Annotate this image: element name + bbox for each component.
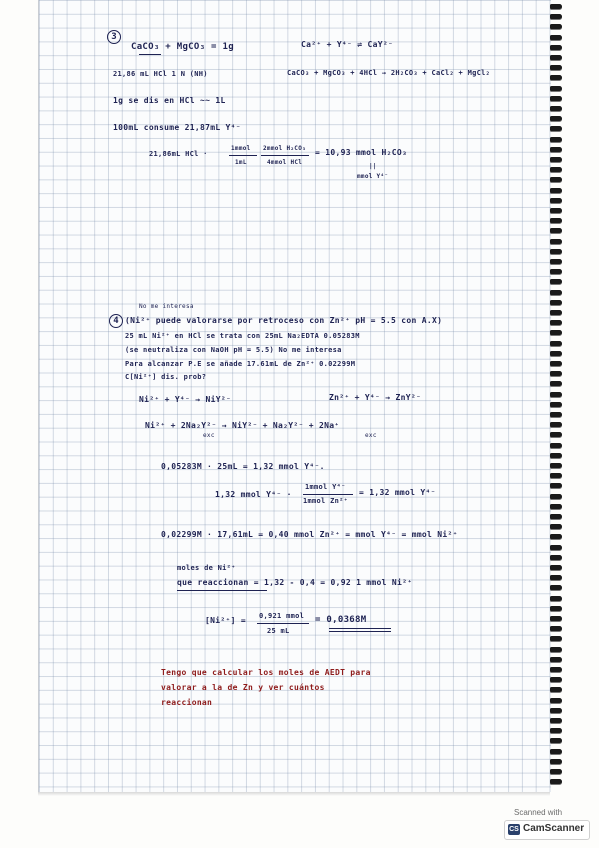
p4-conc-bar (257, 623, 309, 624)
grid-paper (38, 0, 551, 792)
spiral-ring (550, 259, 562, 264)
p4-conc-result: = 0,0368M (315, 615, 367, 625)
spiral-ring (550, 657, 562, 662)
p3-underline-ca (139, 54, 161, 55)
spiral-ring (550, 228, 562, 233)
p4-reaction-exc-label-2: exc (365, 432, 377, 439)
spiral-ring (550, 279, 562, 284)
p3-calc-result: = 10,93 mmol H₂CO₃ (315, 148, 408, 157)
p4-moles-label: moles de Ni²⁺ (177, 564, 236, 572)
spiral-ring (550, 239, 562, 244)
spiral-ring (550, 198, 562, 203)
p4-calc-zn: 0,02299M · 17,61mL = 0,40 mmol Zn²⁺ = mmol Y⁴⁻ = mmol Ni²⁺ (161, 530, 458, 539)
p4-statement-3: (se neutraliza con NaOH pH = 5.5) No me interesa (125, 346, 342, 354)
p4-reaction-ni-y: Ni²⁺ + Y⁴⁻ → NiY²⁻ (139, 395, 232, 404)
p4-frac-den: 1mmol Zn²⁺ (303, 497, 349, 505)
spiral-ring (550, 208, 562, 213)
red-note-line-1: Tengo que calcular los moles de AEDT para (161, 668, 371, 677)
spiral-ring (550, 188, 562, 193)
p3-frac1-num: 1mmol (231, 145, 251, 152)
p3-consumption: 100mL consume 21,87mL Y⁴⁻ (113, 123, 241, 132)
paper-shadow (38, 792, 550, 796)
spiral-ring (550, 728, 562, 733)
p3-reaction-carbonates: CaCO₃ + MgCO₃ + 4HCl → 2H₂CO₃ + CaCl₂ + MgCl₂ (287, 69, 491, 77)
spiral-ring (550, 14, 562, 19)
p4-conc-left: [Ni²⁺] = (205, 616, 246, 625)
spiral-ring (550, 483, 562, 488)
spiral-ring (550, 116, 562, 121)
p4-moles-reacted: que reaccionan = 1,32 - 0,4 = 0,92 1 mmol Ni²⁺ (177, 578, 413, 587)
spiral-ring (550, 167, 562, 172)
spiral-ring (550, 749, 562, 754)
p3-calc-left: 21,86mL HCl · (149, 150, 208, 158)
spiral-ring (550, 106, 562, 111)
watermark-badge (504, 820, 590, 840)
p3-frac2-num: 2mmol H₂CO₃ (263, 145, 307, 152)
spiral-ring (550, 65, 562, 70)
spiral-ring (550, 494, 562, 499)
spiral-ring (550, 718, 562, 723)
watermark-brand: CamScanner (523, 823, 585, 834)
spiral-ring (550, 687, 562, 692)
p4-frac-bar (303, 494, 353, 495)
spiral-ring (550, 290, 562, 295)
spiral-ring (550, 330, 562, 335)
p4-reaction-ni-na2y: Ni²⁺ + 2Na₂Y²⁻ → NiY²⁻ + Na₂Y²⁻ + 2Na⁺ (145, 421, 340, 430)
spiral-ring (550, 157, 562, 162)
spiral-ring (550, 45, 562, 50)
spiral-ring (550, 249, 562, 254)
spiral-ring (550, 708, 562, 713)
p4-result-underline-2 (329, 631, 391, 632)
p4-statement-5: C[Ni²⁺] dis. prob? (125, 373, 207, 381)
spiral-ring (550, 432, 562, 437)
p3-mmol-y4: mmol Y⁴⁻ (357, 173, 389, 180)
spiral-ring (550, 698, 562, 703)
p4-calc-y-left: 1,32 mmol Y⁴⁻ · (215, 490, 292, 499)
spiral-ring (550, 606, 562, 611)
spiral-ring (550, 147, 562, 152)
p4-result-underline-1 (329, 628, 391, 629)
spiral-ring (550, 300, 562, 305)
spiral-ring (550, 769, 562, 774)
spiral-ring (550, 126, 562, 131)
spiral-ring (550, 534, 562, 539)
red-note-line-3: reaccionan (161, 698, 213, 707)
spiral-ring (550, 137, 562, 142)
p4-conc-den: 25 mL (267, 627, 290, 635)
p4-reaction-zn-y: Zn²⁺ + Y⁴⁻ → ZnY²⁻ (329, 393, 422, 402)
red-note-line-2: valorar a la de Zn y ver cuántos (161, 683, 325, 692)
spiral-ring (550, 524, 562, 529)
watermark-scanned-text: Scanned with (514, 808, 563, 817)
spiral-ring (550, 585, 562, 590)
spiral-ring (550, 96, 562, 101)
spiral-ring (550, 402, 562, 407)
spiral-ring (550, 177, 562, 182)
p4-crossed-note: No me interesa (139, 303, 194, 310)
spiral-ring (550, 392, 562, 397)
p3-frac2-bar (261, 155, 309, 156)
p4-statement-4: Para alcanzar P.E se añade 17.61mL de Zn²⁺ 0.02299M (125, 360, 356, 368)
spiral-ring (550, 341, 562, 346)
spiral-ring (550, 75, 562, 80)
spiral-ring (550, 555, 562, 560)
spiral-ring (550, 463, 562, 468)
p3-reaction-ca-y: Ca²⁺ + Y⁴⁻ ⇌ CaY²⁻ (301, 40, 394, 49)
spiral-ring (550, 443, 562, 448)
spiral-ring (550, 677, 562, 682)
spiral-ring (550, 361, 562, 366)
p4-reaction-exc-label: exc (203, 432, 215, 439)
spiral-ring (550, 514, 562, 519)
p4-moles-underline (177, 590, 267, 591)
p3-equals-mark: || (369, 163, 377, 170)
spiral-ring (550, 545, 562, 550)
spiral-ring (550, 636, 562, 641)
camscanner-watermark (500, 808, 588, 840)
spiral-ring (550, 626, 562, 631)
p3-hcl-volume: 21,86 mL HCl 1 N (NH) (113, 70, 208, 78)
spiral-ring (550, 667, 562, 672)
spiral-ring (550, 381, 562, 386)
p4-calc-y-right: = 1,32 mmol Y⁴⁻ (359, 488, 436, 497)
spiral-ring (550, 616, 562, 621)
spiral-binding (548, 0, 566, 792)
spiral-ring (550, 412, 562, 417)
spiral-ring (550, 4, 562, 9)
p3-frac1-den: 1mL (235, 159, 247, 166)
spiral-ring (550, 86, 562, 91)
p3-mass-equation: CaCO₃ + MgCO₃ = 1g (131, 42, 234, 52)
spiral-ring (550, 371, 562, 376)
problem-4-number: 4 (109, 314, 123, 328)
p4-statement-1: (Ni²⁺ puede valorarse por retroceso con Zn²⁺ pH = 5.5 con A.X) (125, 316, 443, 325)
spiral-ring (550, 351, 562, 356)
p3-dissolution: 1g se dis en HCl ~~ 1L (113, 96, 226, 105)
p3-frac2-den: 4mmol HCl (267, 159, 303, 166)
spiral-ring (550, 55, 562, 60)
spiral-ring (550, 779, 562, 784)
spiral-ring (550, 738, 562, 743)
spiral-ring (550, 759, 562, 764)
spiral-ring (550, 422, 562, 427)
spiral-ring (550, 565, 562, 570)
spiral-ring (550, 647, 562, 652)
spiral-ring (550, 473, 562, 478)
spiral-ring (550, 269, 562, 274)
spiral-ring (550, 35, 562, 40)
p4-conc-num: 0,921 mmol (259, 612, 305, 620)
spiral-ring (550, 596, 562, 601)
spiral-ring (550, 453, 562, 458)
p4-frac-num: 1mmol Y⁴⁻ (305, 483, 346, 491)
problem-3-number: 3 (107, 30, 121, 44)
camscanner-logo-icon: CS (509, 826, 519, 833)
spiral-ring (550, 575, 562, 580)
spiral-ring (550, 320, 562, 325)
spiral-ring (550, 310, 562, 315)
p3-frac1-bar (229, 155, 257, 156)
spiral-ring (550, 504, 562, 509)
spiral-ring (550, 218, 562, 223)
p4-calc-edta: 0,05283M · 25mL = 1,32 mmol Y⁴⁻. (161, 462, 325, 471)
spiral-ring (550, 24, 562, 29)
p4-statement-2: 25 mL Ni²⁺ en HCl se trata con 25mL Na₂EDTA 0.05283M (125, 332, 360, 340)
